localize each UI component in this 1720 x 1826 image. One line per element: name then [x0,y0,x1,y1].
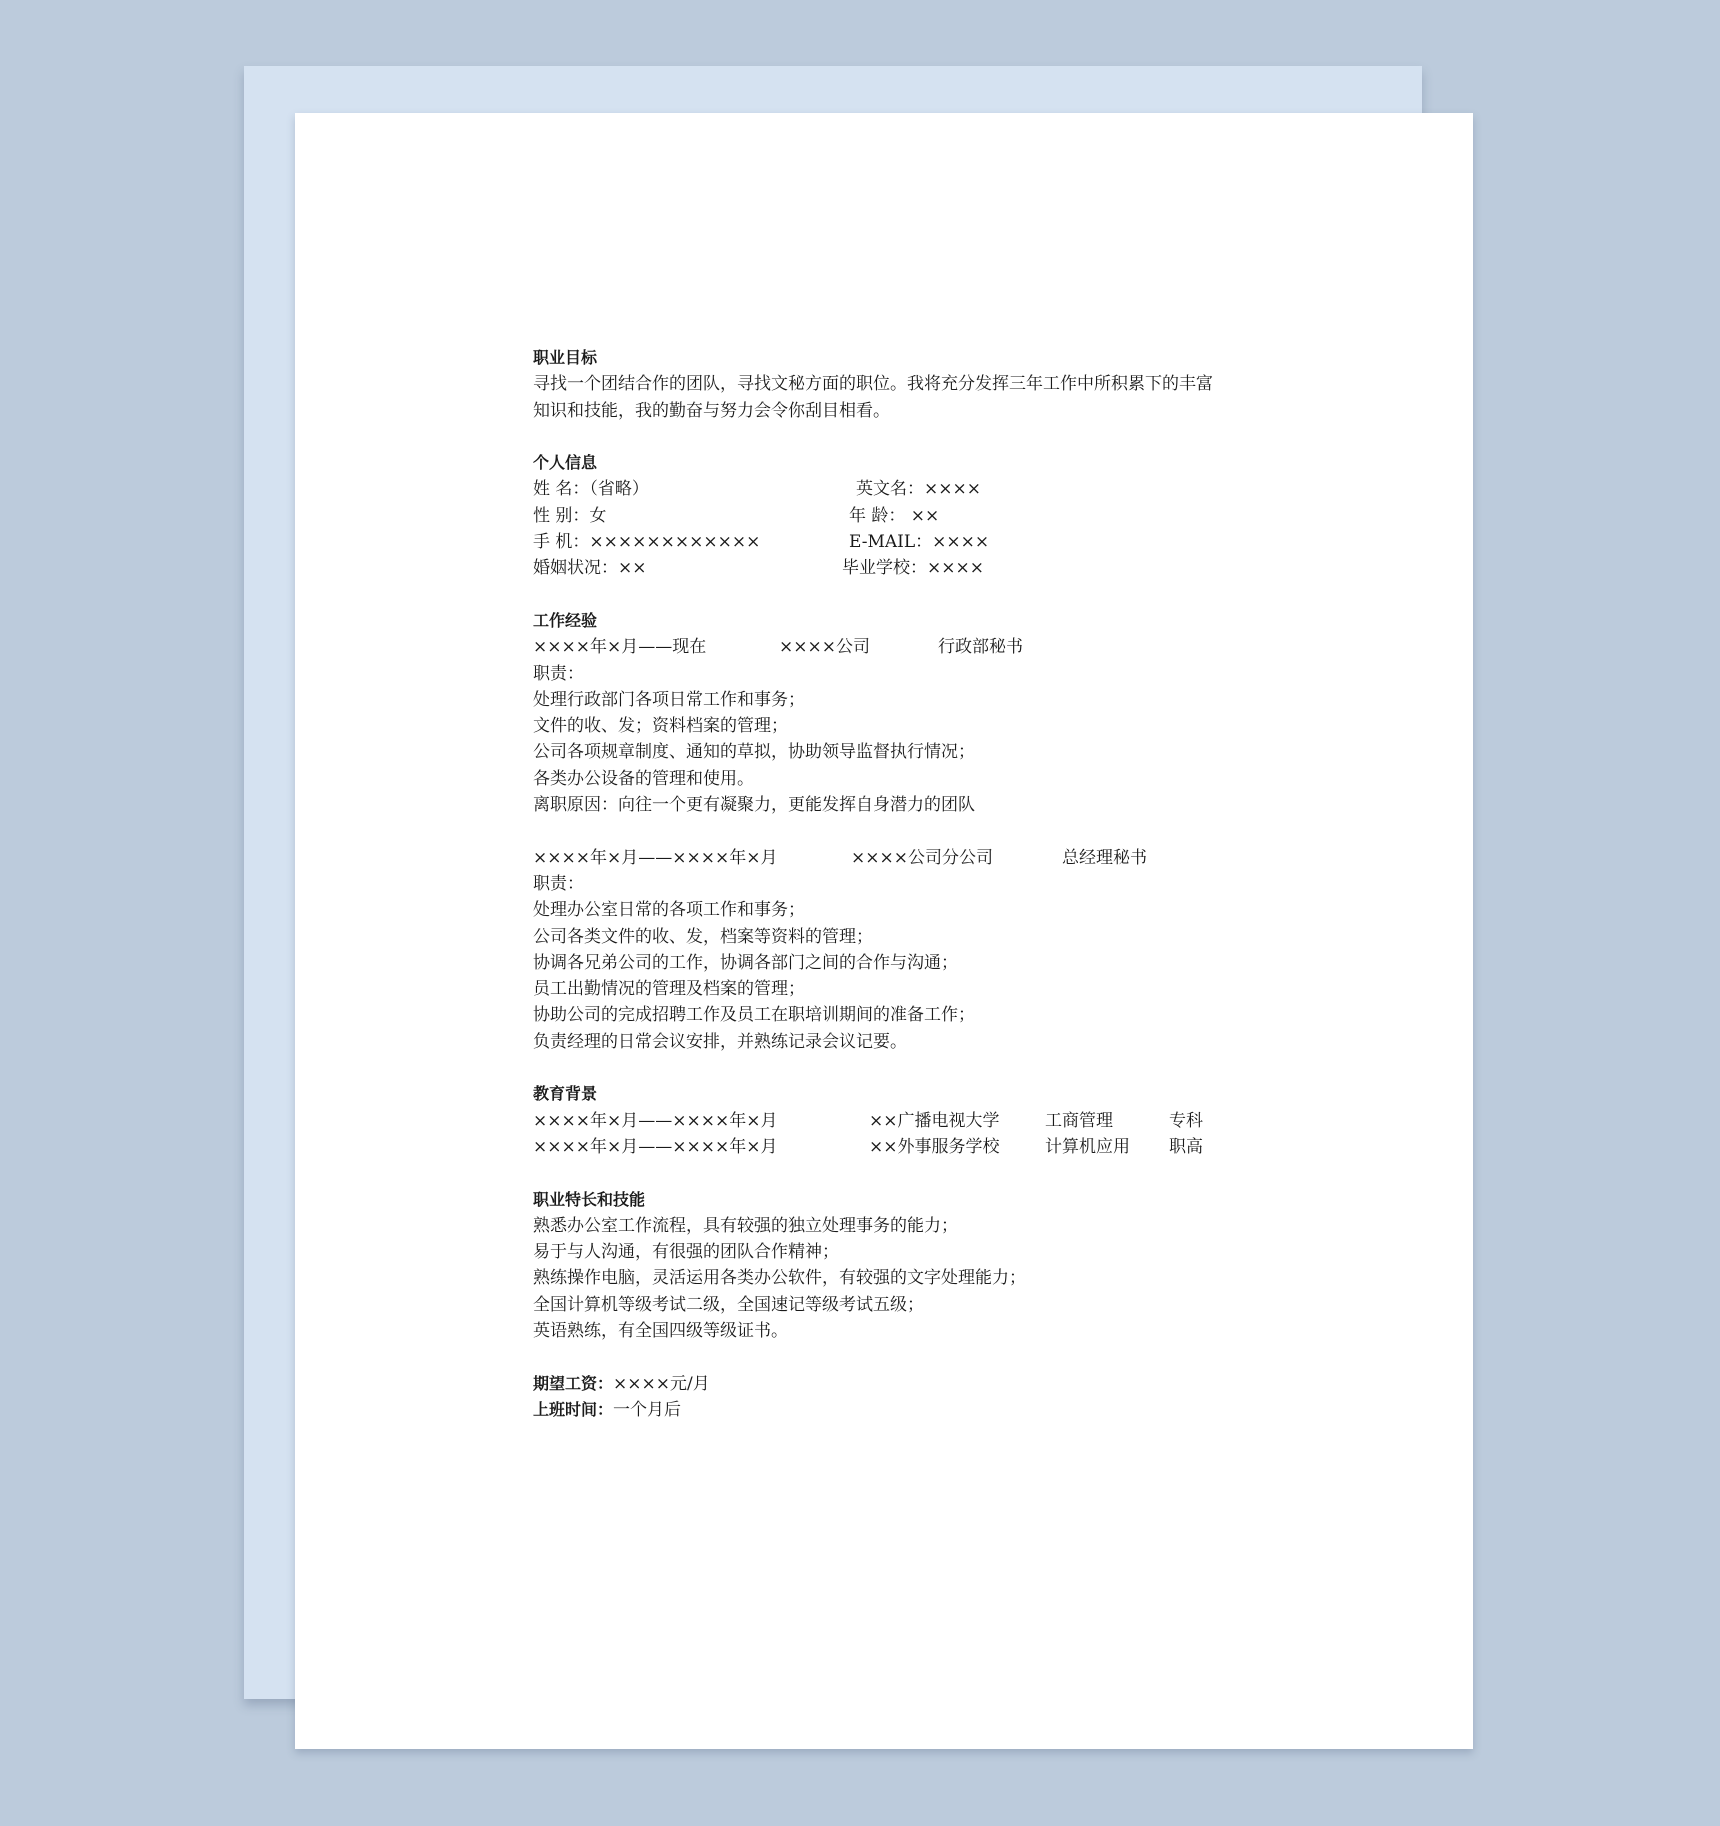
skill-item: 易于与人沟通，有很强的团队合作精神； [533,1242,839,1263]
duty-item: 公司各项规章制度、通知的草拟，协助领导监督执行情况； [533,742,975,763]
start-time-label: 上班时间： [533,1399,614,1419]
salary-row [533,1371,1293,1397]
duty-item: 员工出勤情况的管理及档案的管理； [533,979,805,1000]
duty-item: 协调各兄弟公司的工作，协调各部门之间的合作与沟通； [533,952,958,973]
duty-item: 离职原因：向往一个更有凝聚力，更能发挥自身潜力的团队 [533,795,975,816]
duty-item: 协助公司的完成招聘工作及员工在职培训期间的准备工作； [533,1005,975,1026]
objective-heading: 职业目标 [533,348,598,367]
personal-school: 毕业学校：×××× [842,558,984,579]
personal-heading: 个人信息 [533,453,598,473]
skill-item: 熟练操作电脑，灵活运用各类办公软件，有较强的文字处理能力； [533,1268,1026,1289]
personal-phone: 手 机：×××××××××××× [533,532,761,553]
education-row [533,1134,1293,1160]
job-company: ××××公司 [779,637,870,658]
salary-value: ××××元/月 [613,1373,710,1394]
personal-gender: 性 别：女 [533,505,607,526]
objective-line: 知识和技能，我的勤奋与努力会令你刮目相看。 [533,400,890,421]
resume-page [295,113,1473,1749]
education-period: ××××年×月——××××年×月 [533,1110,778,1131]
job-period: ××××年×月——××××年×月 [533,847,778,868]
personal-marital: 婚姻状况：×× [533,558,647,579]
resume-content [533,345,1293,1423]
job-title: 总经理秘书 [1062,847,1147,868]
start-time-row [533,1397,1293,1423]
duty-item: 文件的收、发；资料档案的管理； [533,716,788,737]
skill-item: 熟悉办公室工作流程，具有较强的独立处理事务的能力； [533,1215,958,1236]
personal-english-name: 英文名：×××× [856,479,981,500]
skill-item: 英语熟练，有全国四级等级证书。 [533,1320,788,1341]
job-company: ××××公司分公司 [851,847,993,868]
education-major: 计算机应用 [1045,1136,1130,1157]
personal-row [533,476,1293,502]
education-school: ××外事服务学校 [869,1136,1000,1157]
education-degree: 职高 [1169,1136,1203,1157]
objective-line: 寻找一个团结合作的团队，寻找文秘方面的职位。我将充分发挥三年工作中所积累下的丰富 [533,374,1213,395]
job-period: ××××年×月——现在 [533,637,707,658]
duties-label: 职责： [533,873,584,894]
skill-item: 全国计算机等级考试二级，全国速记等级考试五级； [533,1294,924,1315]
education-period: ××××年×月——××××年×月 [533,1136,778,1157]
education-major: 工商管理 [1045,1110,1113,1131]
personal-email: E-MAIL：×××× [849,532,990,553]
job-title: 行政部秘书 [938,637,1023,658]
education-heading: 教育背景 [533,1084,598,1104]
duty-item: 处理行政部门各项日常工作和事务； [533,689,805,710]
duty-item: 负责经理的日常会议安排，并熟练记录会议记要。 [533,1031,907,1052]
duty-item: 处理办公室日常的各项工作和事务； [533,900,805,921]
personal-age: 年 龄： ×× [849,505,940,526]
duties-label: 职责： [533,663,584,684]
education-degree: 专科 [1169,1110,1203,1131]
job-header [533,634,1293,660]
personal-name: 姓 名：（省略） [533,479,649,500]
start-time-value: 一个月后 [613,1399,682,1420]
personal-row [533,503,1293,529]
duty-item: 各类办公设备的管理和使用。 [533,768,754,789]
salary-label: 期望工资： [533,1373,614,1393]
education-school: ××广播电视大学 [869,1110,1000,1131]
personal-row [533,555,1293,581]
work-heading: 工作经验 [533,610,598,630]
duty-item: 公司各类文件的收、发，档案等资料的管理； [533,926,873,947]
personal-row [533,529,1293,555]
job-header [533,845,1293,871]
skills-heading: 职业特长和技能 [533,1189,646,1209]
education-row [533,1108,1293,1134]
